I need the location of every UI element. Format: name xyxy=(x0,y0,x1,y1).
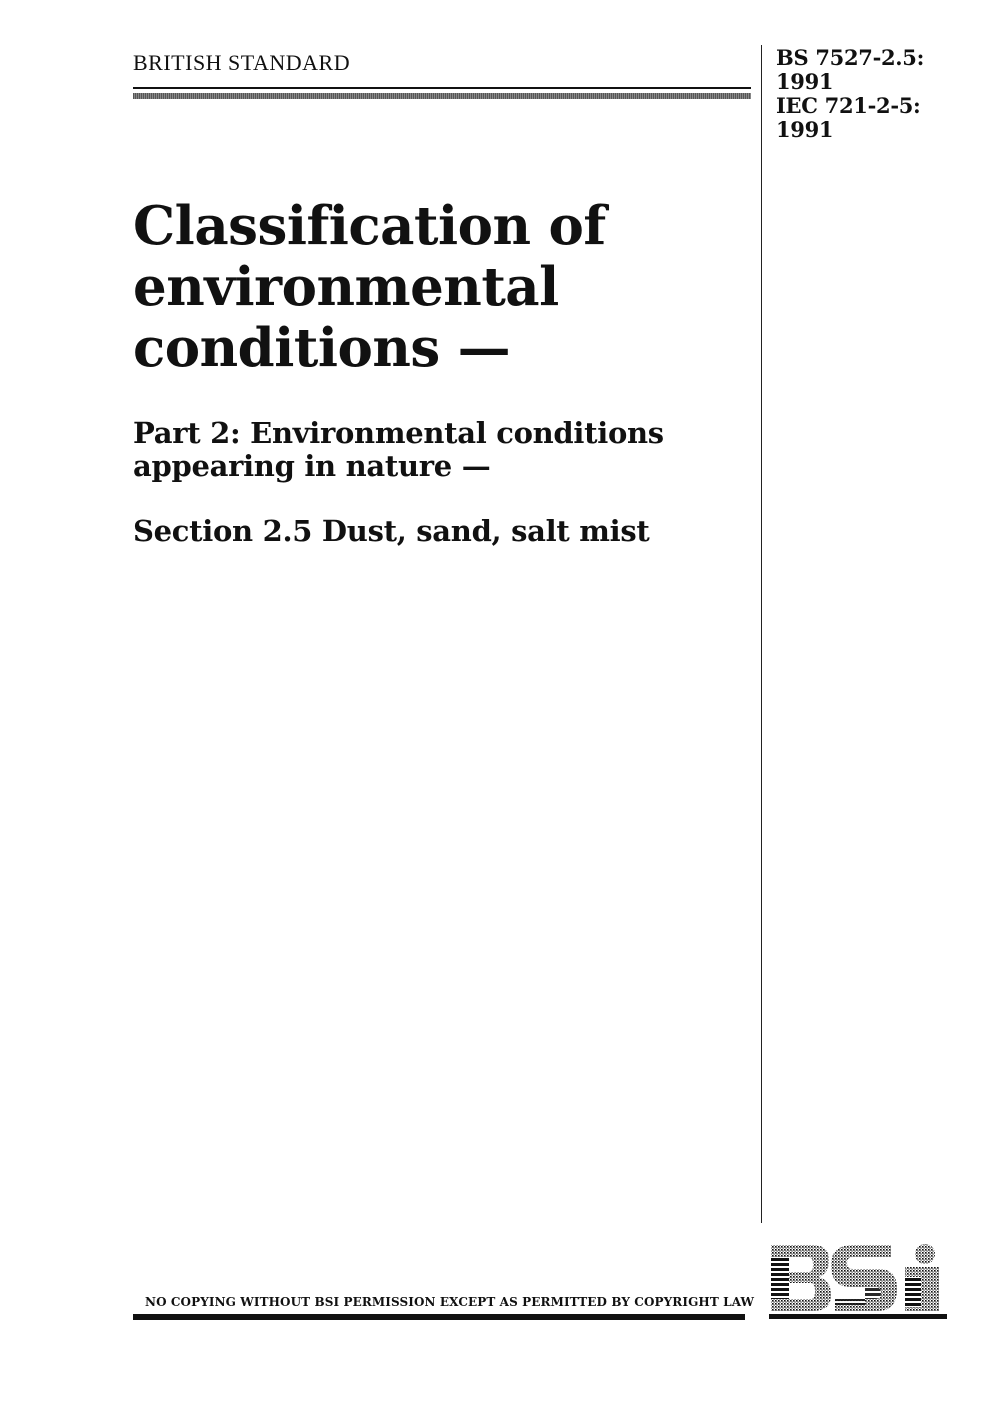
standard-designation xyxy=(776,46,924,142)
designation-line: BS 7527-2.5: xyxy=(776,45,925,70)
document-title xyxy=(133,196,743,379)
part-title xyxy=(133,417,743,483)
designation-line: IEC 721-2-5: xyxy=(776,93,921,118)
copyright-notice: NO COPYING WITHOUT BSI PERMISSION EXCEPT AS PERMITTED BY COPYRIGHT LAW xyxy=(145,1295,755,1309)
title-line: Classification of xyxy=(133,195,606,257)
part-title-line: Part 2: Environmental conditions xyxy=(133,416,664,450)
title-line: environmental xyxy=(133,256,559,318)
section-title: Section 2.5 Dust, sand, salt mist xyxy=(133,514,650,548)
header-rule xyxy=(133,87,751,99)
bsi-logo-icon xyxy=(769,1243,947,1321)
column-divider xyxy=(761,45,762,1223)
designation-line: 1991 xyxy=(776,117,834,142)
part-title-line: appearing in nature — xyxy=(133,449,491,483)
designation-line: 1991 xyxy=(776,69,834,94)
title-line: conditions — xyxy=(133,317,511,379)
footer-rule xyxy=(133,1314,745,1320)
standard-type-label: BRITISH STANDARD xyxy=(133,50,351,75)
